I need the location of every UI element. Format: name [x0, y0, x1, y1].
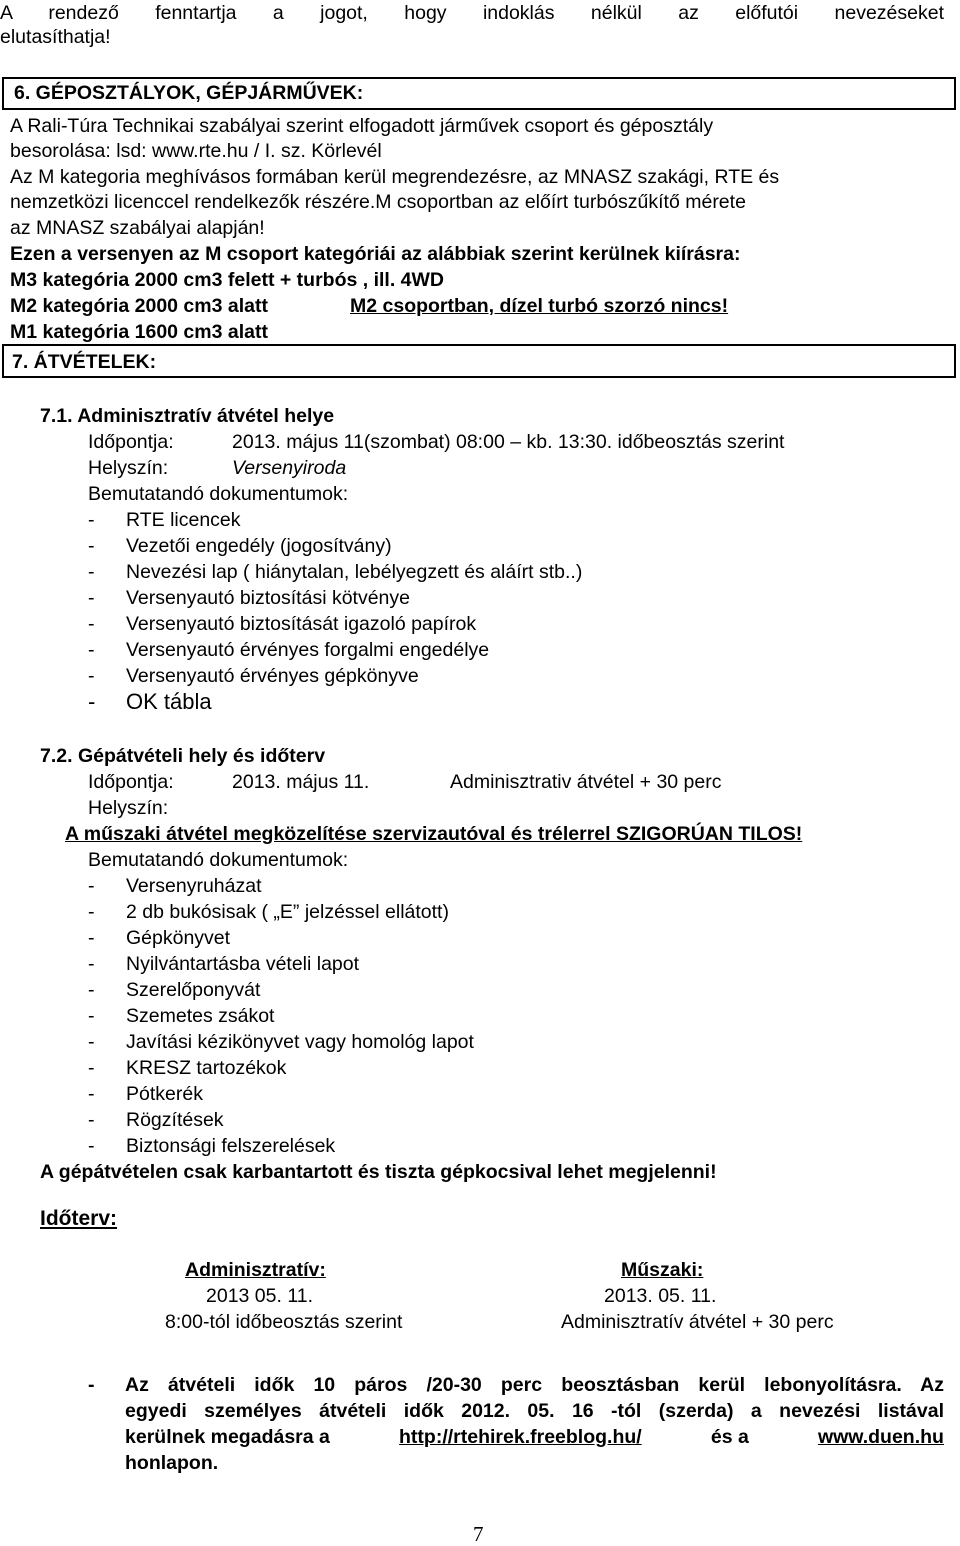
list-item: - Biztonsági felszerelések [88, 1135, 336, 1157]
schedule-admin-title: Adminisztratív: [185, 1259, 326, 1281]
note-line-1: Az átvételi idők 10 páros /20-30 perc beosztásban kerül lebonyolításra. Az [125, 1374, 944, 1396]
list-item: - Gépkönyvet [88, 927, 231, 949]
s72-place-label: Helyszín: [88, 797, 169, 819]
list-item: - 2 db bukósisak ( „E” jelzéssel ellátott) [88, 901, 449, 923]
section-6-heading: 6. GÉPOSZTÁLYOK, GÉPJÁRMŰVEK: [14, 82, 364, 104]
section-6-line-2: besorolása: lsd: www.rte.hu / I. sz. Körlevél [10, 140, 382, 162]
list-item: - Versenyautó érvényes forgalmi engedélye [88, 639, 490, 661]
section-6-line-1: A Rali-Túra Technikai szabályai szerint elfogadott járművek csoport és géposztály [10, 115, 714, 137]
list-item: - Nevezési lap ( hiánytalan, lebélyegzett és aláírt stb..) [88, 561, 583, 583]
note-line-2: egyedi személyes átvételi idők 2012. 05. 16 -tól (szerda) a nevezési listával [125, 1400, 944, 1422]
schedule-tech-date: 2013. 05. 11. [604, 1285, 717, 1307]
s71-time-label: Időpontja: [88, 431, 174, 453]
list-item: - Vezetői engedély (jogosítvány) [88, 535, 392, 557]
s71-place-label: Helyszín: [88, 457, 169, 479]
m1-category: M1 kategória 1600 cm3 alatt [10, 321, 268, 343]
rtehirek-link[interactable]: http://rtehirek.freeblog.hu/ [399, 1426, 642, 1448]
section-6-bold-1: Ezen a versenyen az M csoport kategóriái az alábbiak szerint kerülnek kiírásra: [10, 243, 741, 265]
list-item: - Szemetes zsákot [88, 1005, 275, 1027]
section-6-bold-2: M3 kategória 2000 cm3 felett + turbós , ill. 4WD [10, 269, 445, 291]
schedule-tech-title: Műszaki: [621, 1259, 704, 1281]
m2-diesel-note: M2 csoportban, dízel turbó szorzó nincs! [350, 295, 729, 317]
note-line-3-text: kerülnek megadásra a [125, 1426, 330, 1448]
s72-docs-label: Bemutatandó dokumentumok: [88, 849, 349, 871]
section-6-heading-box [2, 77, 956, 110]
list-item: - Pótkerék [88, 1083, 203, 1105]
s72-closing: A gépátvételen csak karbantartott és tiszta gépkocsival lehet megjelenni! [40, 1161, 717, 1183]
list-item: - Versenyautó biztosítási kötvénye [88, 587, 410, 609]
page-number: 7 [473, 1522, 484, 1546]
s72-warning: A műszaki átvétel megközelítése szervizautóval és trélerrel SZIGORÚAN TILOS! [65, 823, 803, 845]
schedule-admin-time: 8:00-tól időbeosztás szerint [165, 1311, 403, 1333]
note-line-4: honlapon. [125, 1452, 219, 1474]
list-item: - Versenyruházat [88, 875, 262, 897]
note-line-3 [125, 1425, 944, 1449]
s72-time-extra: Adminisztrativ átvétel + 30 perc [450, 771, 722, 793]
list-item: - Versenyautó biztosítását igazoló papírok [88, 613, 477, 635]
list-item: - Javítási kézikönyvet vagy homológ lapot [88, 1031, 474, 1053]
s72-time-label: Időpontja: [88, 771, 174, 793]
list-item: - Szerelőponyvát [88, 979, 261, 1001]
notice-line-1: A rendező fenntartja a jogot, hogy indoklás nélkül az előfutói nevezéseket [0, 2, 944, 24]
section-6-line-5: az MNASZ szabályai alapján! [10, 217, 265, 239]
list-item: - Versenyautó érvényes gépkönyve [88, 665, 419, 687]
section-7-2-heading: 7.2. Gépátvételi hely és időterv [40, 745, 326, 767]
section-7-heading: 7. ÁTVÉTELEK: [12, 351, 157, 373]
notice-line-2: elutasíthatja! [0, 26, 111, 48]
schedule-heading: Időterv: [40, 1207, 118, 1230]
section-7-1-heading: 7.1. Adminisztratív átvétel helye [40, 405, 335, 427]
s71-time-value: 2013. május 11(szombat) 08:00 – kb. 13:30. időbeosztás szerint [232, 431, 785, 453]
note-dash: - [88, 1374, 95, 1396]
s71-place-value: Versenyiroda [232, 457, 347, 479]
s72-time-value: 2013. május 11. [232, 771, 370, 793]
schedule-tech-time: Adminisztratív átvétel + 30 perc [561, 1311, 834, 1333]
duen-link[interactable]: www.duen.hu [817, 1426, 944, 1448]
schedule-admin-date: 2013 05. 11. [206, 1285, 313, 1307]
list-item: - Nyilvántartásba vételi lapot [88, 953, 360, 975]
list-item: - KRESZ tartozékok [88, 1057, 287, 1079]
list-item: - OK tábla [88, 689, 212, 714]
section-6-line-4: nemzetközi licenccel rendelkezők részére.M csoportban az előírt turbószűkítő mérete [10, 191, 746, 213]
m2-category: M2 kategória 2000 cm3 alatt [10, 295, 268, 317]
s71-docs-label: Bemutatandó dokumentumok: [88, 483, 349, 505]
list-item: - RTE licencek [88, 509, 241, 531]
list-item: - Rögzítések [88, 1109, 224, 1131]
section-7-heading-box [2, 344, 956, 378]
section-6-line-3: Az M kategoria meghívásos formában kerül megrendezésre, az MNASZ szakági, RTE és [10, 166, 780, 188]
note-line-3-mid: és a [710, 1426, 749, 1448]
